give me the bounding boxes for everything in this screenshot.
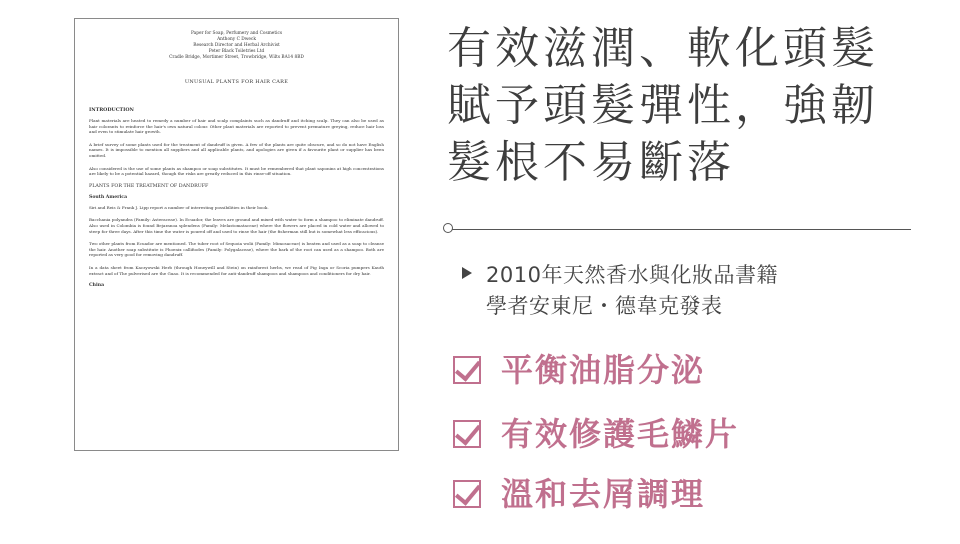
checkbox-checked-icon (453, 356, 481, 384)
paper-paragraph: A brief survey of some plants used for the treatment of dandruff is given. A few of the plants are quite obscure, and so do not have English names. It is impossible to mention all suppliers and all applicable plants, and apologies are given if a favourite plant or supplier has been omitted. (89, 141, 384, 158)
paper-header-line: Paper for Soap, Perfumery and Cosmetics (190, 31, 283, 36)
headline (447, 20, 927, 191)
paper-paragraph: Also considered is the use of some plants as shampoo or soap substitutes. It must be remembered that plant saponins at high concentrations are likely to be a potential hazard, though the risks are greatly reduced in this rinse-off situation. (89, 165, 384, 177)
paper-china-heading: China (89, 283, 105, 289)
headline-line: 有效滋潤、軟化頭髮 (447, 23, 879, 74)
source-line: 2010年天然香水與化妝品書籍 (486, 263, 778, 287)
paper-title: UNUSUAL PLANTS FOR HAIR CARE (184, 79, 289, 85)
paper-paragraph: Plant materials are heated to remedy a number of hair and scalp complaints such as dandruff and itching scalp. They can also be used as hair colorants to reinforce the hair's own natural colour. Other plant materials are reported to prevent premature greying, reduce hair loss and even to stimulate hair growth. (89, 118, 384, 135)
checkbox-checked-icon (453, 420, 481, 448)
paper-header-line: Cradle Bridge, Mortimer Street, Trowbridge, Wilts BA14 8BD (169, 55, 304, 60)
headline-line: 賦予頭髮彈性，強韌 (447, 80, 879, 131)
paper-header-line: Peter Black Toiletries Ltd (208, 49, 265, 54)
checkbox-checked-icon (453, 480, 481, 508)
paper-region-heading: South America (89, 194, 128, 200)
headline-line: 髮根不易斷落 (447, 137, 735, 188)
paper-plants-heading: PLANTS FOR THE TREATMENT OF DANDRUFF (89, 183, 209, 189)
benefit-label: 溫和去屑調理 (501, 475, 706, 513)
paper-header (89, 31, 384, 61)
paper-paragraph: In a data sheet from Kaczyowski Herb (through Honeywill and Stein) on rainforest herbs, we read of Pig Inga or Scoria pumpers Kauth extract and of The pulverised are the Guao. It is recommended for anti-dandruff shampoos and shampoos and conditioners for dry hair. (89, 264, 384, 276)
paper-paragraph: Bacchania polyandra (Family: Asteraceae). In Ecuador, the leaves are ground and mixed with water to form a shampoo to eliminate dandruff. Also used in Colombia is found Bejaranoa splendens (Family: Melastomataceae) where the flowers are placed in cold water and allowed to steep for three days. After this time the water is poured off and used to rinse the hair (the fisherman still but is somewhat less efficacious). (89, 217, 384, 234)
paper-paragraph: Siri and Reis & Frank J. Lipp report a number of interesting possibilities in their book. (89, 204, 269, 210)
paper-paragraph: Two other plants from Ecuador are mentioned. The tuber root of Sequoia wolii (Family: Mimosaceae) is beaten and used as a soap to cleanse the hair. Another soap substitute is Phoenix callifiodes (Family: Polygalaceae), where the bark of the root can used as a shampoo. Both are reported as very good for removing dandruff. (89, 241, 384, 258)
paper-intro-heading: INTRODUCTION (89, 107, 134, 113)
divider-line (449, 229, 911, 230)
research-paper-image (74, 18, 399, 451)
paper-header-line: Research Director and Herbal Archivist (193, 43, 280, 48)
source-line: 學者安東尼・德韋克發表 (486, 294, 723, 318)
paper-header-line: Anthony C Dweck (217, 37, 256, 42)
source-text (486, 260, 778, 322)
divider-circle-icon (443, 223, 453, 233)
benefit-label: 有效修護毛鱗片 (501, 415, 740, 453)
triangle-right-icon (462, 267, 472, 279)
benefit-label: 平衡油脂分泌 (501, 351, 706, 389)
